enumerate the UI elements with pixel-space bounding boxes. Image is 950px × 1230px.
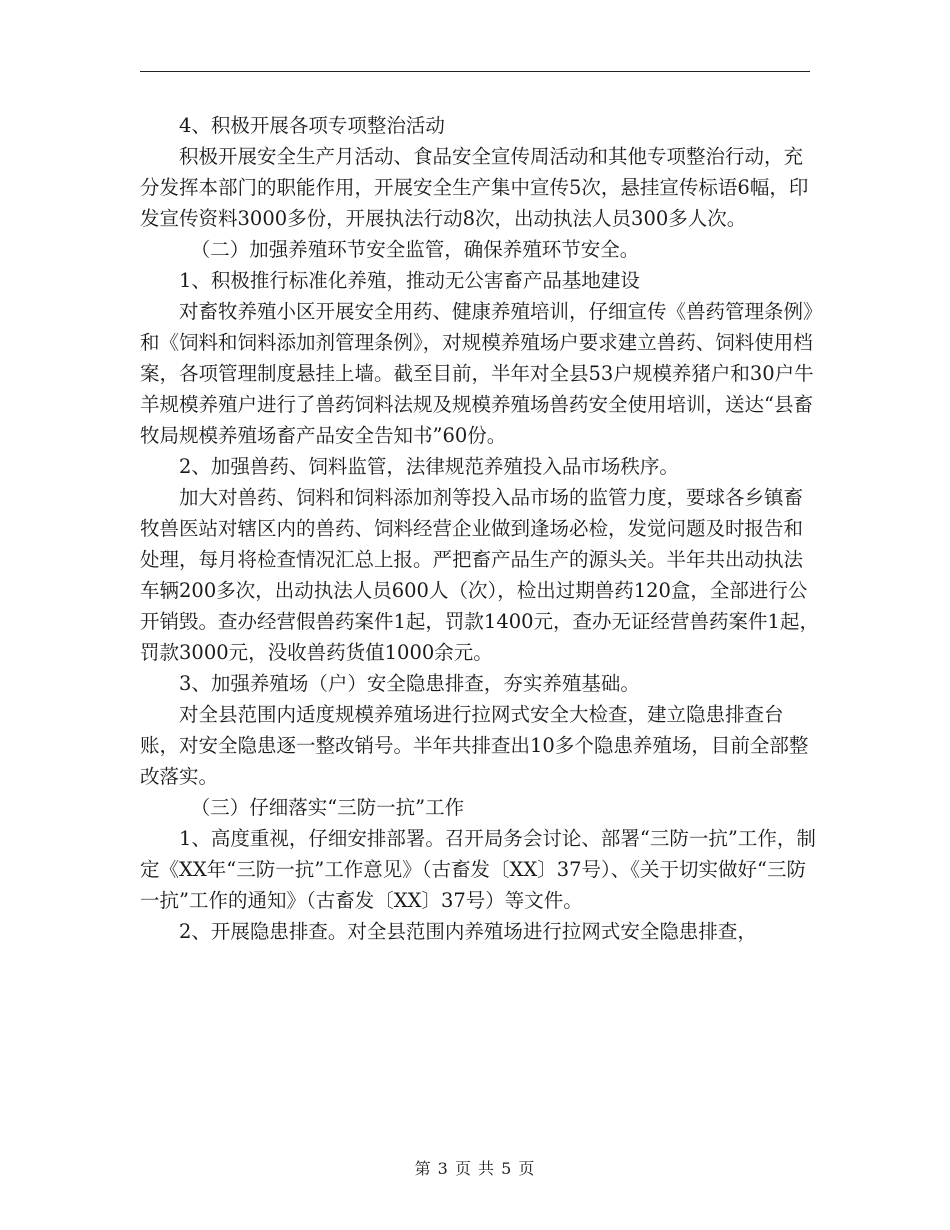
paragraph-2: 对畜牧养殖小区开展安全用药、健康养殖培训，仔细宣传《兽药管理条例》和《饲料和饲料添加剂管理条例》，对规模养殖场户要求建立兽药、饲料使用档案，各项管理制度悬挂上墙。截至目前，半年对全县53户规模养猪户和30户牛羊规模养殖户进行了兽药饲料法规及规模养殖场兽药安全使用培训，送达“县畜牧局规模养殖场畜产品安全告知书”60份。 (140, 300, 814, 447)
subheading-1: 1、积极推行标准化养殖，推动无公害畜产品基地建设 (179, 269, 640, 292)
paragraph-3: 加大对兽药、饲料和饲料添加剂等投入品市场的监管力度，要球各乡镇畜牧兽医站对辖区内的兽药、饲料经营企业做到逢场必检，发觉问题及时报告和处理，每月将检查情况汇总上报。严把畜产品生产的源头关。半年共出动执法车辆200多次，出动执法人员600人（次），检出过期兽药120盒，全部进行公开销毁。查办经营假兽药案件1起，罚款1400元，查办无证经营兽药案件1起，罚款3000元，没收兽药货值1000余元。 (140, 486, 819, 664)
header-rule (140, 71, 810, 72)
subheading-2: 2、加强兽药、饲料监管，法律规范养殖投入品市场秩序。 (179, 455, 679, 478)
subheading-3: 3、加强养殖场（户）安全隐患排查，夯实养殖基础。 (179, 672, 640, 695)
paragraph-4: 对全县范围内适度规模养殖场进行拉网式安全大检查，建立隐患排查台账，对安全隐患逐一整改销号。半年共排查出10多个隐患养殖场，目前全部整改落实。 (140, 703, 809, 788)
paragraph-5: 1、高度重视，仔细安排部署。召开局务会讨论、部署“三防一抗”工作，制定《XX年“三防一抗”工作意见》（古畜发〔XX〕37号）、《关于切实做好“三防一抗”工作的通知》（古畜发〔XX〕37号）等文件。 (140, 827, 816, 912)
section-heading-2: （二）加强养殖环节安全监管，确保养殖环节安全。 (190, 238, 640, 261)
paragraph-1: 积极开展安全生产月活动、食品安全宣传周活动和其他专项整治行动，充分发挥本部门的职能作用，开展安全生产集中宣传5次，悬挂宣传标语6幅，印发宣传资料3000多份，开展执法行动8次，出动执法人员300多人次。 (140, 145, 809, 230)
section-heading-3: （三）仔细落实“三防一抗”工作 (190, 796, 465, 819)
document-body (140, 110, 820, 947)
subheading-4: 4、积极开展各项专项整治活动 (179, 114, 445, 137)
page-number: 第 3 页 共 5 页 (414, 1159, 536, 1178)
paragraph-6: 2、开展隐患排查。对全县范围内养殖场进行拉网式安全隐患排查， (179, 920, 757, 943)
